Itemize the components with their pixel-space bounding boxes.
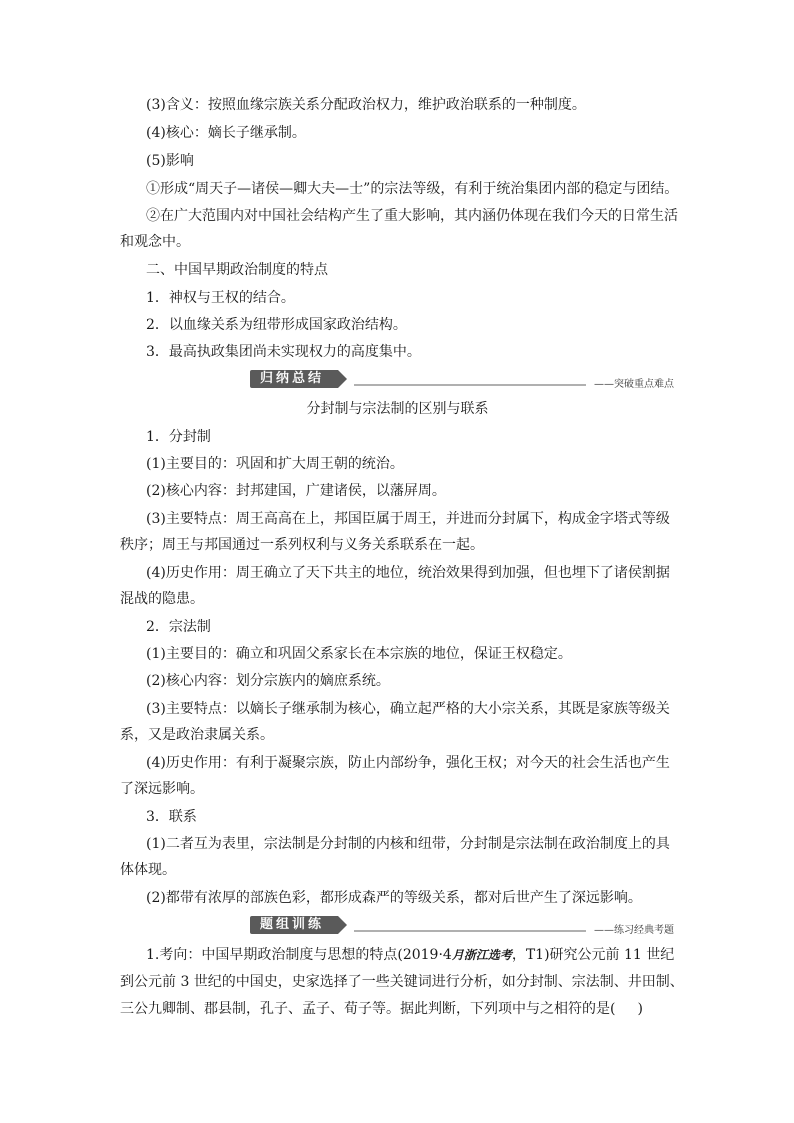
- question-line: [146, 945, 675, 965]
- text-line: (2)核心内容：划分宗族内的嫡庶系统。: [146, 673, 390, 689]
- text-line: (3)主要特点：周王高高在上，邦国臣属于周王，并进而分封属下，构成金字塔式等级: [146, 511, 670, 527]
- text-line: (4)历史作用：有利于凝聚宗族，防止内部纷争，强化王权；对今天的社会生活也产生: [146, 755, 670, 771]
- text-line: ②在广大范围内对中国社会结构产生了重大影响，其内涵仍体现在我们今天的日常生活: [146, 208, 678, 224]
- question-source: (2019·4: [397, 947, 452, 963]
- text-line: (1)二者互为表里，宗法制是分封制的内核和纽带，分封制是宗法制在政治制度上的具: [146, 836, 670, 852]
- question-text: ): [637, 1001, 643, 1017]
- text-line: (3)含义：按照血缘宗族关系分配政治权力，维护政治联系的一种制度。: [146, 97, 586, 113]
- question-text: 三公九卿制、郡县制，孔子、孟子、荀子等。据此判断，下列项中与之相符的是(: [120, 1001, 616, 1017]
- list-item: 1．神权与王权的结合。: [146, 290, 295, 306]
- banner-tag: 题组训练: [250, 916, 338, 934]
- practice-banner: [250, 916, 674, 934]
- banner-rule: [354, 930, 586, 932]
- text-line: (3)主要特点：以嫡长子继承制为核心，确立起严格的大小宗关系，其既是家族等级关: [146, 701, 670, 717]
- text-line: (4)历史作用：周王确立了天下共主的地位，统治效果得到加强，但也埋下了诸侯割据: [146, 565, 670, 581]
- banner-subtitle: ——突破重点难点: [594, 378, 674, 390]
- text-line: (2)都带有浓厚的部族色彩，都形成森严的等级关系，都对后世产生了深远影响。: [146, 890, 642, 906]
- text-line: 了深远影响。: [120, 781, 204, 797]
- question-exam: 月浙江选考: [451, 948, 512, 962]
- subsection-heading: 1．分封制: [146, 429, 211, 445]
- text-line: (1)主要目的：巩固和扩大周王朝的统治。: [146, 456, 404, 472]
- question-line: 到公元前 3 世纪的中国史，史家选择了一些关键词进行分析，如分封制、宗法制、井田制、: [120, 974, 684, 990]
- text-line: 体体现。: [120, 862, 176, 878]
- question-line: [120, 999, 675, 1019]
- text-line: 混战的隐患。: [120, 591, 204, 607]
- list-item: 2．以血缘关系为纽带形成国家政治结构。: [146, 317, 407, 333]
- subsection-heading: 2．宗法制: [146, 619, 211, 635]
- summary-title: 分封制与宗法制的区别与联系: [306, 401, 489, 417]
- text-line: 秩序；周王与邦国通过一系列权利与义务关系联系在一起。: [120, 537, 484, 553]
- text-line: (2)核心内容：封邦建国，广建诸侯，以藩屏周。: [146, 483, 446, 499]
- section-heading: 二、中国早期政治制度的特点: [146, 262, 328, 278]
- text-line: (5)影响: [146, 153, 194, 169]
- question-topic: 1.考向：中国早期政治制度与思想的特点: [146, 947, 398, 963]
- text-line: ①形成“周天子—诸侯—卿大夫—士”的宗法等级，有利于统治集团内部的稳定与团结。: [146, 181, 679, 197]
- list-item: 3．最高执政集团尚未实现权力的高度集中。: [146, 344, 421, 360]
- question-text: ，T1)研究公元前 11 世纪: [511, 947, 675, 963]
- subsection-heading: 3．联系: [146, 809, 197, 825]
- banner-rule: [354, 384, 586, 386]
- text-line: (1)主要目的：确立和巩固父系家长在本宗族的地位，保证王权稳定。: [146, 646, 572, 662]
- summary-banner: [250, 370, 674, 388]
- banner-subtitle: ——练习经典考题: [594, 924, 674, 936]
- text-line: (4)核心：嫡长子继承制。: [146, 125, 306, 141]
- text-line: 系，又是政治隶属关系。: [120, 727, 274, 743]
- text-line: 和观念中。: [120, 234, 190, 250]
- banner-tag: 归纳总结: [250, 370, 338, 388]
